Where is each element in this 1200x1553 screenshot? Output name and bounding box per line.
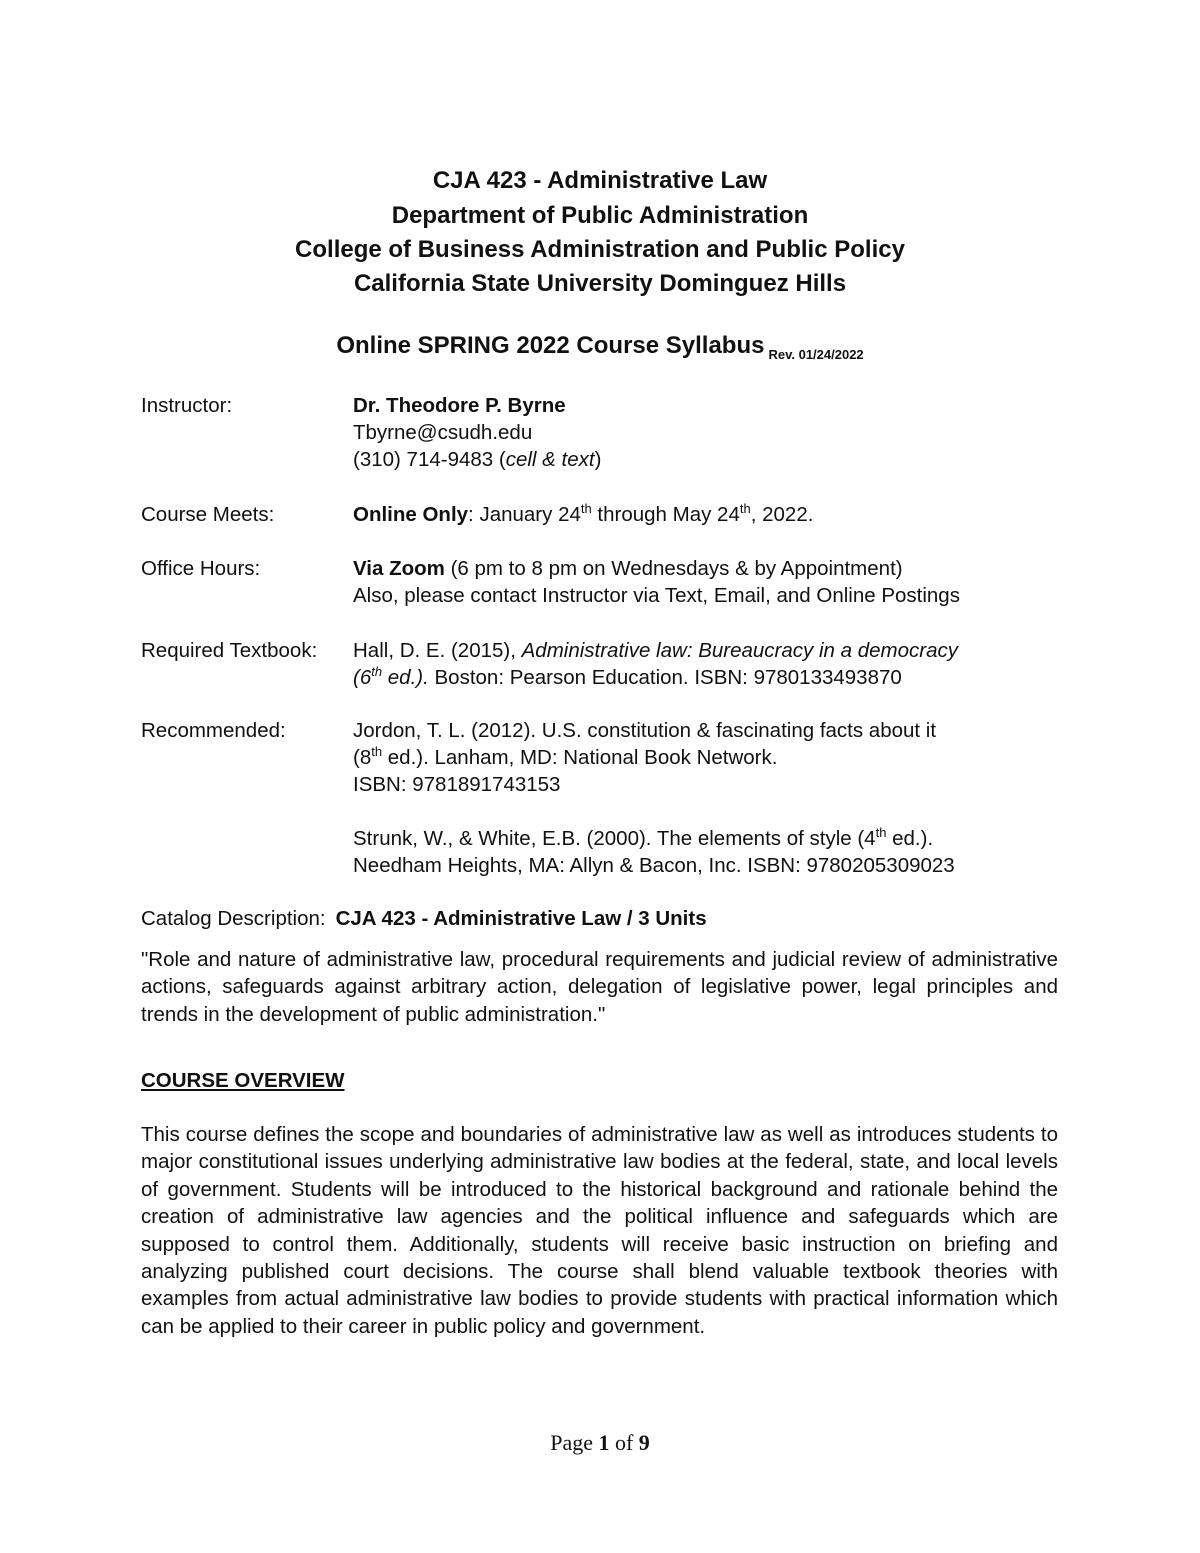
page-footer — [0, 1428, 1200, 1458]
textbook-edition-close: ed.). — [382, 666, 429, 689]
phone-close: ) — [594, 448, 602, 471]
revision-date: Rev. 01/24/2022 — [768, 347, 864, 362]
course-overview-text: This course defines the scope and boundaries of administrative law as well as introduces students to major constitutional issues underlying administrative law bodies at the federal, state, and local levels of government. Students will be introduced to the historical background and rationale behind the creation of administrative law agencies and the political influence and safeguards which are supposed to control them. Additionally, students will receive basic instruction on briefing and analyzing published court decisions. The course shall blend valuable textbook theories with examples from actual administrative law bodies to provide students with practical information which can be applied to their career in public policy and government. — [141, 1123, 1058, 1338]
book1-edition: (8 — [353, 746, 372, 769]
instructor-phone — [353, 446, 1073, 473]
of-word: of — [609, 1430, 639, 1455]
department-name: Department of Public Administration — [391, 202, 809, 229]
start-date: : January 24 — [468, 503, 581, 526]
book2-citation: Strunk, W., & White, E.B. (2000). The elements of style (4 — [353, 827, 876, 850]
page-word: Page — [550, 1430, 599, 1455]
course-title: CJA 423 - Administrative Law — [432, 167, 768, 194]
recommended-label: Recommended: — [141, 719, 286, 742]
course-meets-value — [353, 501, 1073, 528]
catalog-description-text: "Role and nature of administrative law, procedural requirements and judicial review of administrative actions, safeguards against arbitrary action, delegation of legislative power, legal principles and trends in the development of public administration." — [141, 948, 1058, 1026]
textbook-edition-suffix: th — [371, 664, 383, 679]
instructor-email: Tbyrne@csudh.edu — [353, 421, 533, 444]
phone-number: (310) 714-9483 ( — [353, 448, 506, 471]
instructor-label: Instructor: — [141, 394, 233, 417]
recommended-book1-line1: Jordon, T. L. (2012). U.S. constitution & fascinating facts about it — [353, 719, 937, 742]
book1-publisher: ed.). Lanham, MD: National Book Network. — [382, 746, 778, 769]
catalog-label: Catalog Description: — [141, 907, 326, 930]
textbook-line-1 — [353, 637, 1073, 664]
catalog-course-title: CJA 423 - Administrative Law / 3 Units — [335, 907, 707, 930]
office-hours-label: Office Hours: — [141, 557, 261, 580]
instructor-name: Dr. Theodore P. Byrne — [353, 394, 566, 417]
textbook-title: Administrative law: Bureaucracy in a democracy — [521, 639, 958, 662]
recommended-book2-line1 — [353, 825, 1073, 852]
university-name: California State University Dominguez Hills — [353, 270, 847, 297]
book2-edition-close: ed.). — [886, 827, 934, 850]
page-number: 1 — [598, 1430, 610, 1455]
recommended-spacer — [353, 798, 1073, 825]
office-hours-times — [353, 555, 1073, 582]
office-hours-mode: Via Zoom — [353, 557, 445, 580]
total-pages: 9 — [638, 1430, 650, 1455]
office-hours-schedule: (6 pm to 8 pm on Wednesdays & by Appointment) — [444, 557, 903, 580]
end-date-suffix: th — [739, 501, 751, 516]
year: , 2022. — [750, 503, 814, 526]
required-textbook-label: Required Textbook: — [141, 639, 318, 662]
course-mode: Online Only — [353, 503, 469, 526]
course-meets-label: Course Meets: — [141, 503, 275, 526]
office-hours-contact: Also, please contact Instructor via Text, Email, and Online Postings — [353, 584, 960, 607]
course-overview-heading: COURSE OVERVIEW — [141, 1069, 345, 1092]
textbook-line-2 — [353, 664, 1073, 691]
syllabus-title-line — [0, 328, 1200, 373]
end-date: through May 24 — [591, 503, 740, 526]
phone-note: cell & text — [505, 448, 595, 471]
book2-edition-suffix: th — [875, 825, 887, 840]
college-name: College of Business Administration and Public Policy — [295, 236, 905, 263]
document-header — [0, 163, 1200, 301]
recommended-book1-line2 — [353, 744, 1073, 771]
catalog-description-line — [141, 905, 707, 933]
textbook-author: Hall, D. E. (2015), — [353, 639, 522, 662]
recommended-book2-line2: Needham Heights, MA: Allyn & Bacon, Inc. ISBN: 9780205309023 — [353, 854, 955, 877]
syllabus-title: Online SPRING 2022 Course Syllabus — [336, 332, 765, 359]
book1-edition-suffix: th — [371, 744, 383, 759]
recommended-book1-isbn: ISBN: 9781891743153 — [353, 773, 561, 796]
textbook-edition: (6 — [353, 666, 372, 689]
start-date-suffix: th — [580, 501, 592, 516]
textbook-publisher: Boston: Pearson Education. ISBN: 9780133493870 — [428, 666, 902, 689]
